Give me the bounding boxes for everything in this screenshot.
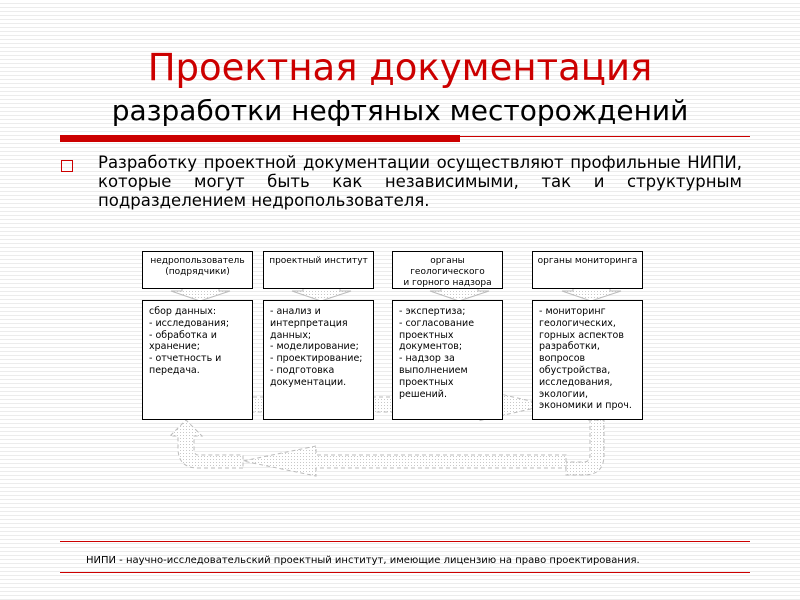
left-return-arrow (243, 446, 566, 476)
bullet-text: Разработку проектной документации осуществляют профильные НИПИ, которые могут быть как независимыми, так и структурным подразделением недропользователя. (98, 153, 742, 210)
header-box-project-institute: проектный институт (263, 251, 374, 289)
down-arrow-4 (562, 287, 621, 301)
right-uturn-arrow (566, 420, 604, 475)
down-arrow-1 (171, 287, 230, 301)
down-arrow-3 (430, 287, 489, 301)
detail-box-project-institute: - анализ и интерпретация данных; - моделирование; - проектирование; - подготовка документации. (263, 300, 374, 420)
slide-title: Проектная документация (147, 46, 653, 89)
detail-box-monitoring-bodies: - мониторинг геологических, горных аспектов разработки, вопросов обустройства, исследования, экологии, экономики и проч. (532, 300, 643, 420)
footer-divider-bottom (60, 572, 750, 573)
detail-box-supervision-bodies: - экспертиза; - согласование проектных документов; - надзор за выполнением проектных решений. (392, 300, 503, 420)
footnote: НИПИ - научно-исследовательский проектный институт, имеющие лицензию на право проектирования. (86, 555, 640, 566)
header-box-monitoring-bodies: органы мониторинга (532, 251, 643, 289)
header-box-supervision-bodies: органы геологического и горного надзора (392, 251, 503, 289)
header-box-subsoil-user: недропользователь (подрядчики) (142, 251, 253, 289)
left-uturn-arrow (170, 420, 243, 468)
slide-subtitle: разработки нефтяных месторождений (111, 94, 689, 127)
down-arrow-2 (292, 287, 351, 301)
detail-box-subsoil-user: сбор данных: - исследования; - обработка и хранение; - отчетность и передача. (142, 300, 253, 420)
footer-divider-top (60, 541, 750, 542)
